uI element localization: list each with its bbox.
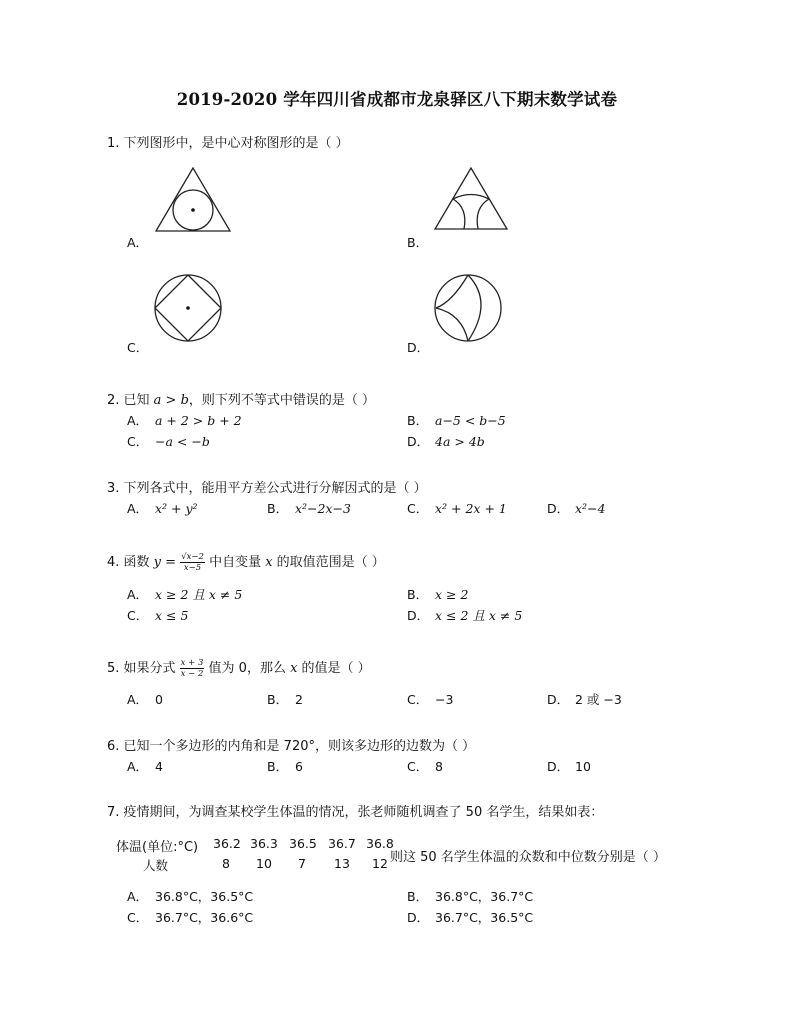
table-cell-temp: 36.3 <box>250 836 278 851</box>
q7-option-a[interactable] <box>127 887 253 905</box>
option-label: B． <box>267 759 289 774</box>
option-text: 36.7°C，36.6°C <box>155 910 254 925</box>
option-text: −3 <box>435 692 454 707</box>
option-label: D． <box>407 434 430 449</box>
q5-stem-post: 值为 0，那么 <box>204 661 291 676</box>
q3-option-d[interactable] <box>547 499 606 517</box>
option-label: D． <box>407 910 430 925</box>
question-6-stem: 6. 已知一个多边形的内角和是 720°，则该多边形的边数为（ ） <box>107 739 476 754</box>
q2-stem-post: ，则下列不等式中错误的是（ ） <box>188 393 376 408</box>
option-label: B． <box>267 501 289 516</box>
question-7-followup: 则这 50 名学生体温的众数和中位数分别是（ ） <box>390 850 666 865</box>
option-text: −a < −b <box>155 434 210 449</box>
option-label: B． <box>407 889 429 904</box>
figure-triangle-arcs <box>432 166 510 232</box>
table-cell-temp: 36.2 <box>213 836 241 851</box>
option-text: 2 <box>295 692 303 707</box>
figure-triangle-incircle <box>152 166 234 234</box>
option-text: x ≥ 2 且 x ≠ 5 <box>155 587 243 602</box>
question-4-stem <box>107 551 385 573</box>
q4-option-b[interactable] <box>407 585 468 603</box>
option-text: 36.8°C，36.5°C <box>155 889 254 904</box>
question-1-stem: 1. 下列图形中，是中心对称图形的是（ ） <box>107 136 349 151</box>
option-text: x ≤ 2 且 x ≠ 5 <box>435 608 523 623</box>
option-label: C． <box>407 759 429 774</box>
option-label: C． <box>407 501 429 516</box>
q1-option-d-label[interactable]: D． <box>407 340 430 355</box>
question-2-stem <box>107 389 375 408</box>
option-text: 36.8°C，36.7°C <box>435 889 534 904</box>
option-text: a−5 < b−5 <box>435 413 506 428</box>
option-text: 2 或 −3 <box>575 692 622 707</box>
table-header-temperature: 体温(单位:°C) <box>116 840 199 855</box>
option-label: C． <box>407 692 429 707</box>
question-7-stem: 7. 疫情期间，为调查某校学生体温的情况，张老师随机调查了 50 名学生，结果如表： <box>107 805 604 820</box>
q1-option-b-label[interactable]: B． <box>407 235 429 250</box>
option-label: A． <box>127 501 149 516</box>
table-cell-count: 12 <box>372 856 388 871</box>
fraction-denominator: x − 2 <box>180 669 204 679</box>
fraction-numerator: √x−2 <box>181 552 204 562</box>
table-cell-temp: 36.7 <box>328 836 356 851</box>
question-5-stem <box>107 657 371 679</box>
q1-option-c-label[interactable]: C． <box>127 340 149 355</box>
option-label: D． <box>547 692 570 707</box>
table-cell-count: 8 <box>222 856 230 871</box>
q4-option-c[interactable] <box>127 606 188 624</box>
q5-stem-end: 的值是（ ） <box>297 661 371 676</box>
table-cell-temp: 36.8 <box>366 836 394 851</box>
q7-option-b[interactable] <box>407 887 533 905</box>
option-text: 0 <box>155 692 163 707</box>
q6-option-d[interactable] <box>547 757 591 775</box>
figure-circle-arcs <box>432 272 504 344</box>
figure-circle-square <box>152 272 224 344</box>
question-3-stem: 3. 下列各式中，能用平方差公式进行分解因式的是（ ） <box>107 481 427 496</box>
table-cell-count: 7 <box>298 856 306 871</box>
fraction-denominator: x−5 <box>183 563 202 573</box>
option-text: a + 2 > b + 2 <box>155 413 242 428</box>
q2-option-c[interactable] <box>127 432 210 450</box>
option-text: 6 <box>295 759 303 774</box>
q2-option-a[interactable] <box>127 411 242 429</box>
table-cell-temp: 36.5 <box>289 836 317 851</box>
option-text: 10 <box>575 759 591 774</box>
q5-option-c[interactable] <box>407 690 453 708</box>
fraction-numerator: x + 3 <box>180 658 204 668</box>
q4-stem-x: x <box>265 555 273 570</box>
q2-stem-math: a > b <box>153 393 189 408</box>
option-text: x²−2x−3 <box>295 501 351 516</box>
option-label: B． <box>407 413 429 428</box>
option-text: 4a > 4b <box>435 434 485 449</box>
option-text: x ≤ 5 <box>155 608 189 623</box>
option-label: A． <box>127 587 149 602</box>
option-label: D． <box>407 608 430 623</box>
option-label: B． <box>267 692 289 707</box>
option-label: C． <box>127 608 149 623</box>
option-text: 4 <box>155 759 163 774</box>
option-text: x² + y² <box>155 501 198 516</box>
q4-fraction <box>180 552 205 573</box>
q2-option-d[interactable] <box>407 432 485 450</box>
q4-stem-y: y = <box>153 555 177 570</box>
q2-stem-pre: 2. 已知 <box>107 393 154 408</box>
option-label: A． <box>127 889 149 904</box>
option-label: C． <box>127 434 149 449</box>
q5-option-d[interactable] <box>547 690 622 708</box>
q4-stem-end: 的取值范围是（ ） <box>272 555 385 570</box>
q5-option-a[interactable] <box>127 690 163 708</box>
q4-option-d[interactable] <box>407 606 522 624</box>
table-header-count: 人数 <box>143 858 169 873</box>
q6-option-a[interactable] <box>127 757 163 775</box>
q3-option-a[interactable] <box>127 499 198 517</box>
option-label: B． <box>407 587 429 602</box>
q5-fraction <box>180 658 205 679</box>
option-text: 8 <box>435 759 443 774</box>
q4-stem-post: 中自变量 <box>204 555 266 570</box>
q5-stem-x: x <box>290 661 298 676</box>
option-label: A． <box>127 413 149 428</box>
q6-option-c[interactable] <box>407 757 443 775</box>
option-label: A． <box>127 692 149 707</box>
q4-stem-pre: 4. 函数 <box>107 555 154 570</box>
option-text: x² + 2x + 1 <box>435 501 507 516</box>
q5-stem-pre: 5. 如果分式 <box>107 661 180 676</box>
q3-option-b[interactable] <box>267 499 351 517</box>
q6-option-b[interactable] <box>267 757 303 775</box>
exam-title: 2019-2020 学年四川省成都市龙泉驿区八下期末数学试卷 <box>176 90 618 109</box>
temperature-table <box>116 836 396 876</box>
table-cell-count: 10 <box>256 856 272 871</box>
option-label: A． <box>127 759 149 774</box>
option-label: D． <box>547 501 570 516</box>
table-cell-count: 13 <box>334 856 350 871</box>
option-text: 36.7°C，36.5°C <box>435 910 534 925</box>
option-text: x²−4 <box>575 501 606 516</box>
q4-option-a[interactable] <box>127 585 242 603</box>
q7-option-c[interactable] <box>127 908 253 926</box>
option-label: D． <box>547 759 570 774</box>
option-label: C． <box>127 910 149 925</box>
option-text: x ≥ 2 <box>435 587 469 602</box>
q1-option-a-label[interactable]: A． <box>127 235 149 250</box>
q2-option-b[interactable] <box>407 411 506 429</box>
q7-option-d[interactable] <box>407 908 533 926</box>
q3-option-c[interactable] <box>407 499 507 517</box>
q5-option-b[interactable] <box>267 690 303 708</box>
